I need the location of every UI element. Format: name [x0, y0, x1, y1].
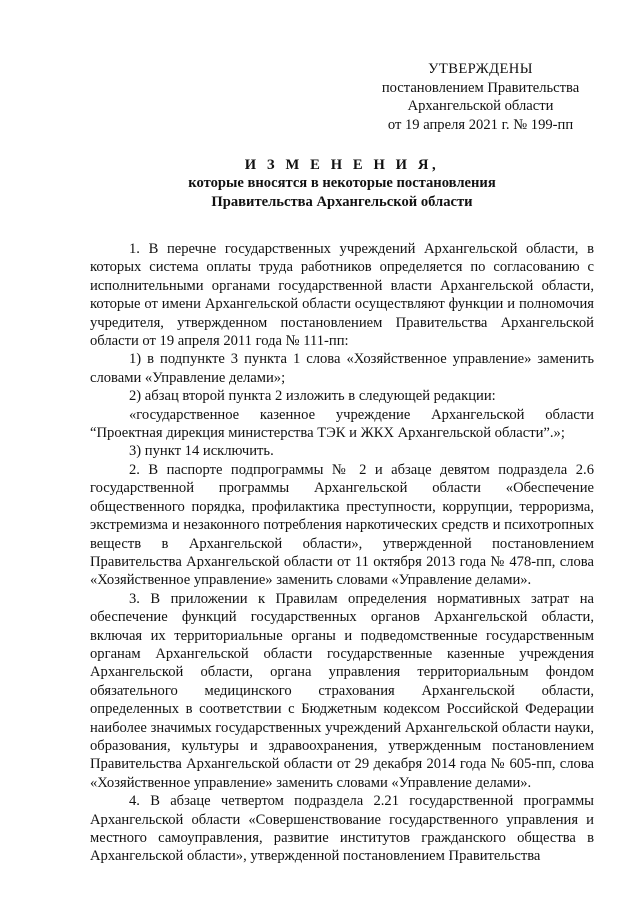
paragraph-subitem-2: 2) абзац второй пункта 2 изложить в следующей редакции: — [129, 388, 496, 405]
approval-line-2: Архангельской области — [407, 98, 554, 115]
paragraph-quote: «государственное казенное учреждение Архангельской области “Проектная дирекция министерства ТЭК и ЖКХ Архангельской области”.»; — [90, 406, 594, 442]
paragraph-item-3: 3. В приложении к Правилам определения нормативных затрат на обеспечение функций государственных органов Архангельской области, включая их территориальные органы и подведомственные государственным органам Архангельской области государственные казенные учреждения Архангельской области, органа управления территориальным фондом обязательного медицинского страхования Архангельской области, определенных в соответствии с Бюджетным кодексом Российской Федерации наиболее значимых государственных учреждений Архангельской области науки, образования, культуры и здравоохранения, утвержденным постановлением Правительства Архангельской области от 29 декабря 2014 года № 605-пп, слова «Хозяйственное управление» заменить словами «Управление делами». — [90, 590, 594, 791]
title-line-3: Правительства Архангельской области — [211, 193, 473, 210]
document-title — [90, 156, 594, 211]
title-line-2: которые вносятся в некоторые постановления — [188, 175, 496, 192]
paragraph-item-4: 4. В абзаце четвертом подраздела 2.21 государственной программы Архангельской области «Совершенствование государственного управления и местного самоуправления, развитие институтов гражданского общества в Архангельской области», утвержденной постановлением Правительства — [90, 793, 594, 865]
approval-line-1: постановлением Правительства — [381, 79, 580, 96]
document-body — [90, 240, 594, 866]
paragraph-subitem-1: 1) в подпункте 3 пункта 1 слова «Хозяйственное управление» заменить словами «Управление делами»; — [90, 351, 594, 386]
approval-heading: УТВЕРЖДЕНЫ — [428, 61, 533, 77]
approval-line-3: от 19 апреля 2021 г. № 199-пп — [387, 116, 574, 133]
paragraph-item-2: 2. В паспорте подпрограммы № 2 и абзаце девятом подраздела 2.6 государственной программы Архангельской области «Обеспечение общественного порядка, профилактика преступности, коррупции, терроризма, экстремизма и незаконного потребления наркотических средств и психотропных веществ в Архангельской области», утвержденной постановлением Правительства Архангельской области от 11 октября 2013 года № 478-пп, слова «Хозяйственное управление» заменить словами «Управление делами». — [90, 461, 594, 589]
title-line-1: И З М Е Н Е Н И Я, — [244, 157, 440, 173]
approval-stamp — [368, 60, 593, 134]
paragraph-subitem-3: 3) пункт 14 исключить. — [129, 443, 274, 460]
paragraph-item-1: 1. В перечне государственных учреждений Архангельской области, в которых система оплаты труда работников определяется по согласованию с исполнительными органами государственной власти Архангельской области, которые от имени Архангельской области осуществляют функции и полномочия учредителя, утвержденном постановлением Правительства Архангельской области от 19 апреля 2011 года № 111-пп: — [90, 241, 594, 350]
